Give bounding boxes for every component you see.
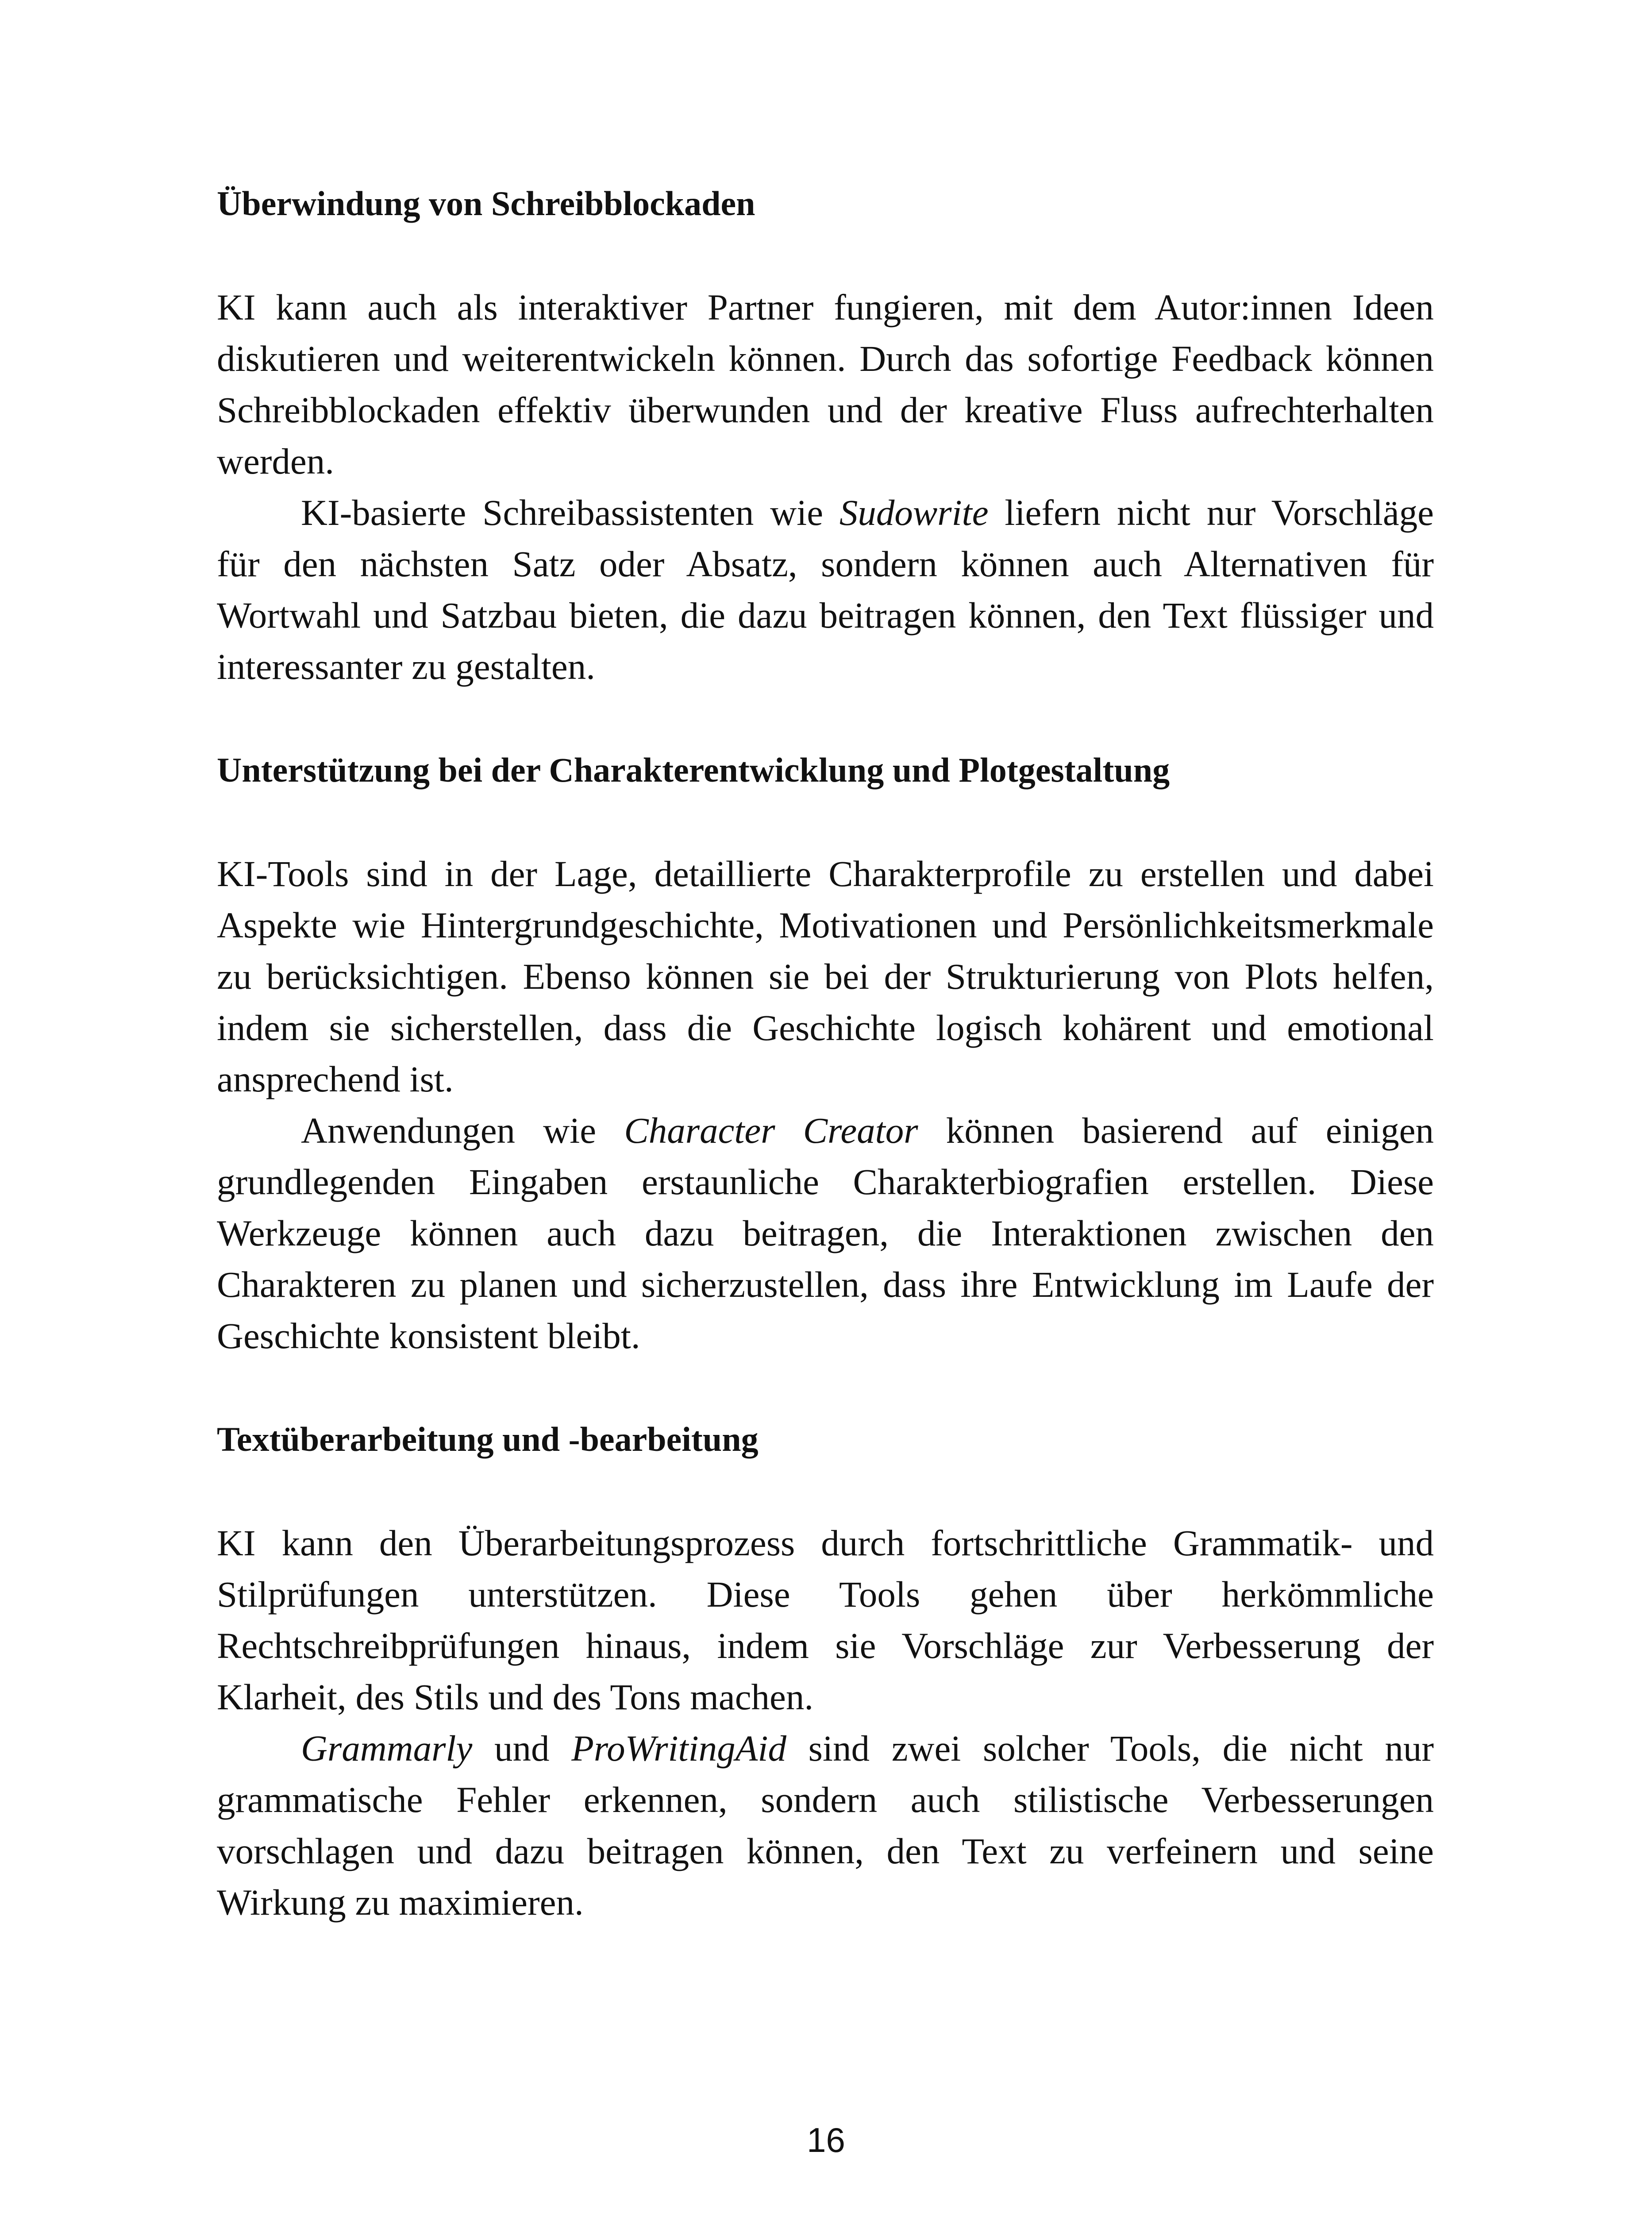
text-run: liefern nicht nur Vorschläge für den nächsten Satz oder Absatz, sondern können auch Alternativen für Wortwahl und Satzbau bieten, die dazu beitragen können, den Text flüssiger und interessanter zu gestalten. — [217, 492, 1434, 687]
tool-name-italic: Character Creator — [624, 1110, 918, 1151]
paragraph: KI-Tools sind in der Lage, detaillierte Charakterprofile zu erstellen und dabei Aspekte wie Hintergrundgeschichte, Motivationen und Persönlichkeitsmerkmale zu berücksichtigen. Ebenso können sie bei der Strukturierung von Plots helfen, indem sie sicherstellen, dass die Geschichte logisch kohärent und emotional ansprechend ist. — [217, 853, 1434, 1099]
section-heading: Unterstützung bei der Charakterentwicklung und Plotgestaltung — [217, 751, 1170, 789]
page-content — [217, 177, 1434, 1928]
page-number: 16 — [807, 2120, 845, 2159]
paragraph — [217, 487, 1434, 692]
section-schreibblockaden — [217, 177, 1434, 692]
paragraph: KI kann den Überarbeitungsprozess durch fortschrittliche Grammatik- und Stilprüfungen unterstützen. Diese Tools gehen über herkömmliche Rechtschreibprüfungen hinaus, indem sie Vorschläge zur Verbesserung der Klarheit, des Stils und des Tons machen. — [217, 1523, 1434, 1717]
section-charakterentwicklung — [217, 744, 1434, 1361]
text-run: sind zwei solcher Tools, die nicht nur grammatische Fehler erkennen, sondern auch stilistische Verbesserungen vorschlagen und dazu beitragen können, den Text zu verfeinern und seine Wirkung zu maximieren. — [217, 1728, 1434, 1923]
text-run: Anwendungen wie — [301, 1110, 624, 1151]
tool-name-italic: Grammarly — [301, 1728, 473, 1769]
text-run: KI-basierte Schreibassistenten wie — [301, 492, 839, 533]
section-heading: Textüberarbeitung und -bearbeitung — [217, 1420, 759, 1458]
paragraph: KI kann auch als interaktiver Partner fungieren, mit dem Autor:innen Ideen diskutieren und weiterentwickeln können. Durch das sofortige Feedback können Schreibblockaden effektiv überwunden und der kreative Fluss aufrechterhalten werden. — [217, 287, 1434, 482]
tool-name-italic: ProWritingAid — [571, 1728, 786, 1769]
text-run: und — [472, 1728, 572, 1769]
tool-name-italic: Sudowrite — [839, 492, 989, 533]
section-heading: Überwindung von Schreibblockaden — [217, 184, 755, 223]
paragraph — [217, 1105, 1434, 1361]
section-textueberarbeitung — [217, 1413, 1434, 1928]
paragraph — [217, 1723, 1434, 1928]
text-run: können basierend auf einigen grundlegenden Eingaben erstaunliche Charakterbiografien erstellen. Diese Werkzeuge können auch dazu beitragen, die Interaktionen zwischen den Charakteren zu planen und sicherzustellen, dass ihre Entwicklung im Laufe der Geschichte konsistent bleibt. — [217, 1110, 1434, 1356]
